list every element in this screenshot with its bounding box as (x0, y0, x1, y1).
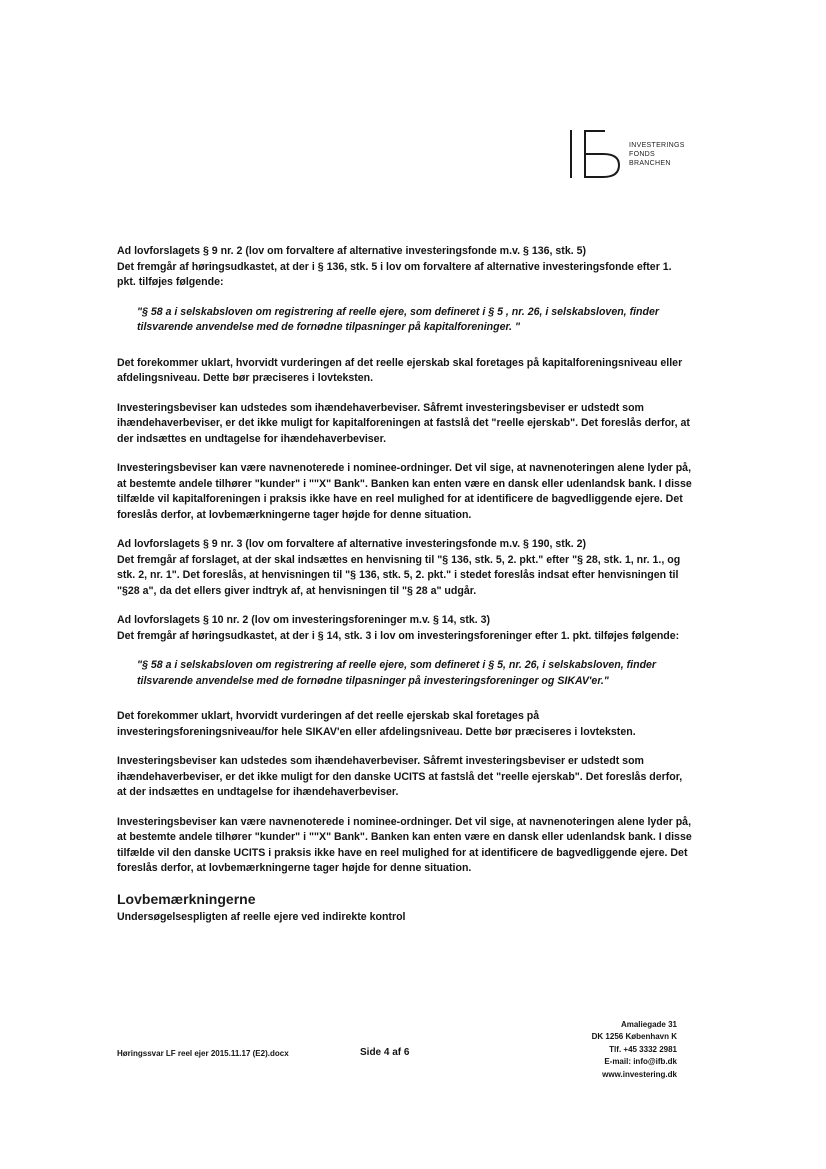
paragraph (117, 613, 692, 644)
logo (563, 124, 713, 184)
address-line: E-mail: info@ifb.dk (604, 1057, 677, 1067)
paragraph-text: Det fremgår af høringsudkastet, at der i § 136, stk. 5 i lov om forvaltere af alternative investeringsfonde efter 1. pkt. tilføjes følgende: (117, 260, 672, 288)
logo-mark-icon (563, 124, 625, 184)
paragraph (117, 244, 692, 291)
address-line: Tlf. +45 3332 2981 (609, 1044, 677, 1054)
section-title: Ad lovforslagets § 10 nr. 2 (lov om investeringsforeninger m.v. § 14, stk. 3) (117, 614, 491, 626)
paragraph: Investeringsbeviser kan udstedes som ihændehaverbeviser. Såfremt investeringsbeviser er udstedt som ihændehaverbeviser, er det ikke muligt for kapitalforeningen at fastslå det "reelle ejerskab". Det foreslås derfor, at der indsættes en undtagelse for ihændehaverbeviser. (117, 401, 690, 445)
address-line: DK 1256 København K (591, 1032, 677, 1042)
logo-text (629, 141, 685, 168)
paragraph: Det forekommer uklart, hvorvidt vurderingen af det reelle ejerskab skal foretages på kapitalforeningsniveau eller afdelingsniveau. Dette bør præciseres i lovteksten. (117, 356, 683, 384)
section-subheading: Undersøgelsespligten af reelle ejere ved indirekte kontrol (117, 910, 406, 923)
logo-line: FONDS (629, 151, 655, 158)
address-line: Amaliegade 31 (620, 1020, 677, 1029)
address-line: www.investering.dk (602, 1069, 677, 1079)
paragraph-text: Det fremgår af forslaget, at der skal indsættes en henvisning til "§ 136, stk. 5, 2. pkt." efter "§ 28, stk. 1, nr. 1., og stk. 2, nr. 1". Det foreslås, at henvisningen til "§ 136, stk. 5, 2. pkt." i stedet foreslås indsat efter henvisningen til "§28 a", da det ellers giver indtryk af, at henvisningen til "§ 28 a" udgår. (117, 553, 681, 597)
paragraph-text: Det fremgår af høringsudkastet, at der i § 14, stk. 3 i lov om investeringsforeninger efter 1. pkt. tilføjes følgende: (117, 629, 680, 642)
footer-filename: Høringssvar LF reel ejer 2015.11.17 (E2).docx (117, 1049, 289, 1058)
logo-line: BRANCHEN (629, 160, 671, 167)
logo-line: INVESTERINGS (629, 142, 685, 149)
quote: "§ 58 a i selskabsloven om registrering af reelle ejere, som defineret i § 5, nr. 26, i selskabsloven, finder tilsvarende anvendelse med de fornødne tilpasninger på investeringsforeninger og SIKAV'er." (137, 659, 657, 687)
paragraph: Investeringsbeviser kan være navnenoterede i nominee-ordninger. Det vil sige, at navnenoteringen alene lyder på, at bestemte andele tilhører "kunder" i ""X" Bank". Banken kan enten være en dansk eller udenlandsk bank. I disse tilfælde vil den danske UCITS i praksis ikke have en reel mulighed for at identificere de bagvedliggende ejere. Det foreslås derfor, at lovbemærkningerne tager højde for denne situation. (117, 815, 692, 874)
paragraph: Det forekommer uklart, hvorvidt vurderingen af det reelle ejerskab skal foretages på investeringsforeningsniveau/for hele SIKAV'en eller afdelingsniveau. Dette bør præciseres i lovteksten. (117, 710, 636, 738)
quote: "§ 58 a i selskabsloven om registrering af reelle ejere, som defineret i § 5 , nr. 26, i selskabsloven, finder tilsvarende anvendelse med de fornødne tilpasninger på kapitalforeninger. " (137, 305, 660, 333)
paragraph: Investeringsbeviser kan være navnenoterede i nominee-ordninger. Det vil sige, at navnenoteringen alene lyder på, at bestemte andele tilhører "kunder" i ""X" Bank". Banken kan enten være en dansk eller udenlandsk bank. I disse tilfælde vil kapitalforeningen i praksis ikke have en reel mulighed for at identificere de bagvedliggende ejere. Det foreslås derfor, at lovbemærkningerne tager højde for denne situation. (117, 462, 692, 521)
paragraph: Investeringsbeviser kan udstedes som ihændehaverbeviser. Såfremt investeringsbeviser er udstedt som ihændehaverbeviser, er det ikke muligt for den danske UCITS at fastslå det "reelle ejerskab". Det foreslås derfor, at der indsættes en undtagelse for ihændehaverbeviser. (117, 755, 683, 798)
section-heading: Lovbemærkningerne (117, 890, 256, 907)
page-number: Side 4 af 6 (360, 1047, 410, 1058)
section-title: Ad lovforslagets § 9 nr. 2 (lov om forvaltere af alternative investeringsfonde m.v. § 136, stk. 5) (117, 245, 587, 257)
paragraph (117, 537, 692, 599)
section-title: Ad lovforslagets § 9 nr. 3 (lov om forvaltere af alternative investeringsfonde m.v. § 190, stk. 2) (117, 538, 587, 550)
document-body (117, 244, 692, 924)
footer-address (592, 1019, 677, 1081)
